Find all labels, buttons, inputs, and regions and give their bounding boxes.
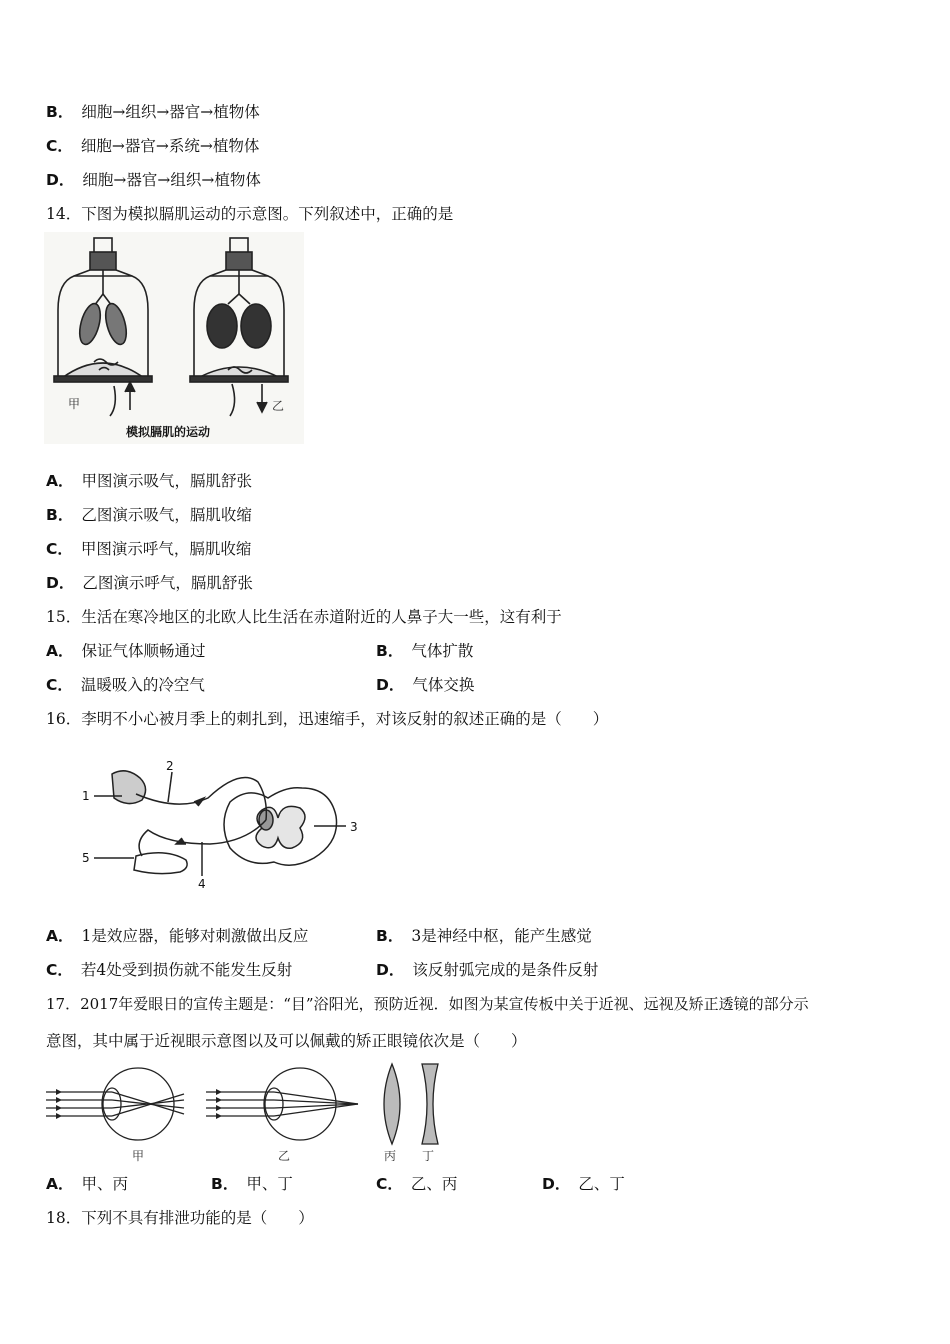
q16-option-a: A． 1是效应器，能够对刺激做出反应	[46, 927, 309, 945]
q15-options-row1	[46, 641, 906, 661]
q14-option-c: C． 甲图演示呼气，膈肌收缩	[46, 540, 252, 558]
q15-option-c: C． 温暖吸入的冷空气	[46, 676, 205, 694]
q17-option-a: A． 甲、丙	[46, 1175, 129, 1193]
q17-option-c: C． 乙、丙	[376, 1175, 458, 1193]
q15-option-a: A． 保证气体顺畅通过	[46, 642, 206, 660]
q17-stem-line1: 17．2017年爱眼日的宣传主题是：“目”浴阳光，预防近视．如图为某宣传板中关于近视、远视及矫正透镜的部分示	[46, 995, 809, 1013]
q14-option-b: B． 乙图演示吸气，膈肌收缩	[46, 506, 252, 524]
q17-option-b: B． 甲、丁	[211, 1175, 293, 1193]
diaphragm-figure	[44, 232, 304, 444]
q15-option-d: D． 气体交换	[376, 676, 475, 694]
q16-option-b: B． 3是神经中枢，能产生感觉	[376, 927, 592, 945]
figure-label-left: 甲	[68, 397, 81, 411]
reflex-arc-figure	[78, 758, 378, 890]
q16-options-row1	[46, 926, 906, 946]
eye-label-jia: 甲	[132, 1149, 145, 1163]
q16-options-row2	[46, 960, 906, 980]
q16-option-d: D． 该反射弧完成的是条件反射	[376, 961, 599, 979]
q15-options-row2	[46, 675, 906, 695]
q13-option-d: D． 细胞→器官→组织→植物体	[46, 171, 261, 189]
q17-option-d: D． 乙、丁	[542, 1175, 625, 1193]
eye-lens-figure	[46, 1062, 466, 1166]
q17-options-row	[46, 1174, 906, 1194]
q15-stem: 15．生活在寒冷地区的北欧人比生活在赤道附近的人鼻子大一些，这有利于	[46, 608, 562, 626]
reflex-label-1: 1	[82, 789, 90, 803]
q13-option-b: B． 细胞→组织→器官→植物体	[46, 103, 260, 121]
q16-stem: 16．李明不小心被月季上的刺扎到，迅速缩手，对该反射的叙述正确的是（ ）	[46, 710, 609, 728]
reflex-label-3: 3	[350, 820, 358, 834]
q16-option-c: C． 若4处受到损伤就不能发生反射	[46, 961, 293, 979]
lens-label-bing: 丙	[384, 1149, 397, 1163]
q14-option-a: A． 甲图演示吸气，膈肌舒张	[46, 472, 253, 490]
figure-caption: 模拟膈肌的运动	[125, 425, 211, 439]
reflex-label-2: 2	[166, 759, 174, 773]
q14-stem: 14．下图为模拟膈肌运动的示意图。下列叙述中，正确的是	[46, 205, 454, 223]
q17-stem-line2: 意图，其中属于近视眼示意图以及可以佩戴的矫正眼镜依次是（ ）	[46, 1032, 527, 1050]
eye-label-yi: 乙	[278, 1149, 291, 1163]
q15-option-b: B． 气体扩散	[376, 642, 474, 660]
lens-label-ding: 丁	[422, 1149, 435, 1163]
reflex-label-4: 4	[198, 877, 206, 890]
reflex-label-5: 5	[82, 851, 90, 865]
figure-label-right: 乙	[272, 399, 285, 413]
q18-stem: 18．下列不具有排泄功能的是（ ）	[46, 1209, 314, 1227]
q13-option-c: C． 细胞→器官→系统→植物体	[46, 137, 260, 155]
q14-option-d: D． 乙图演示呼气，膈肌舒张	[46, 574, 253, 592]
